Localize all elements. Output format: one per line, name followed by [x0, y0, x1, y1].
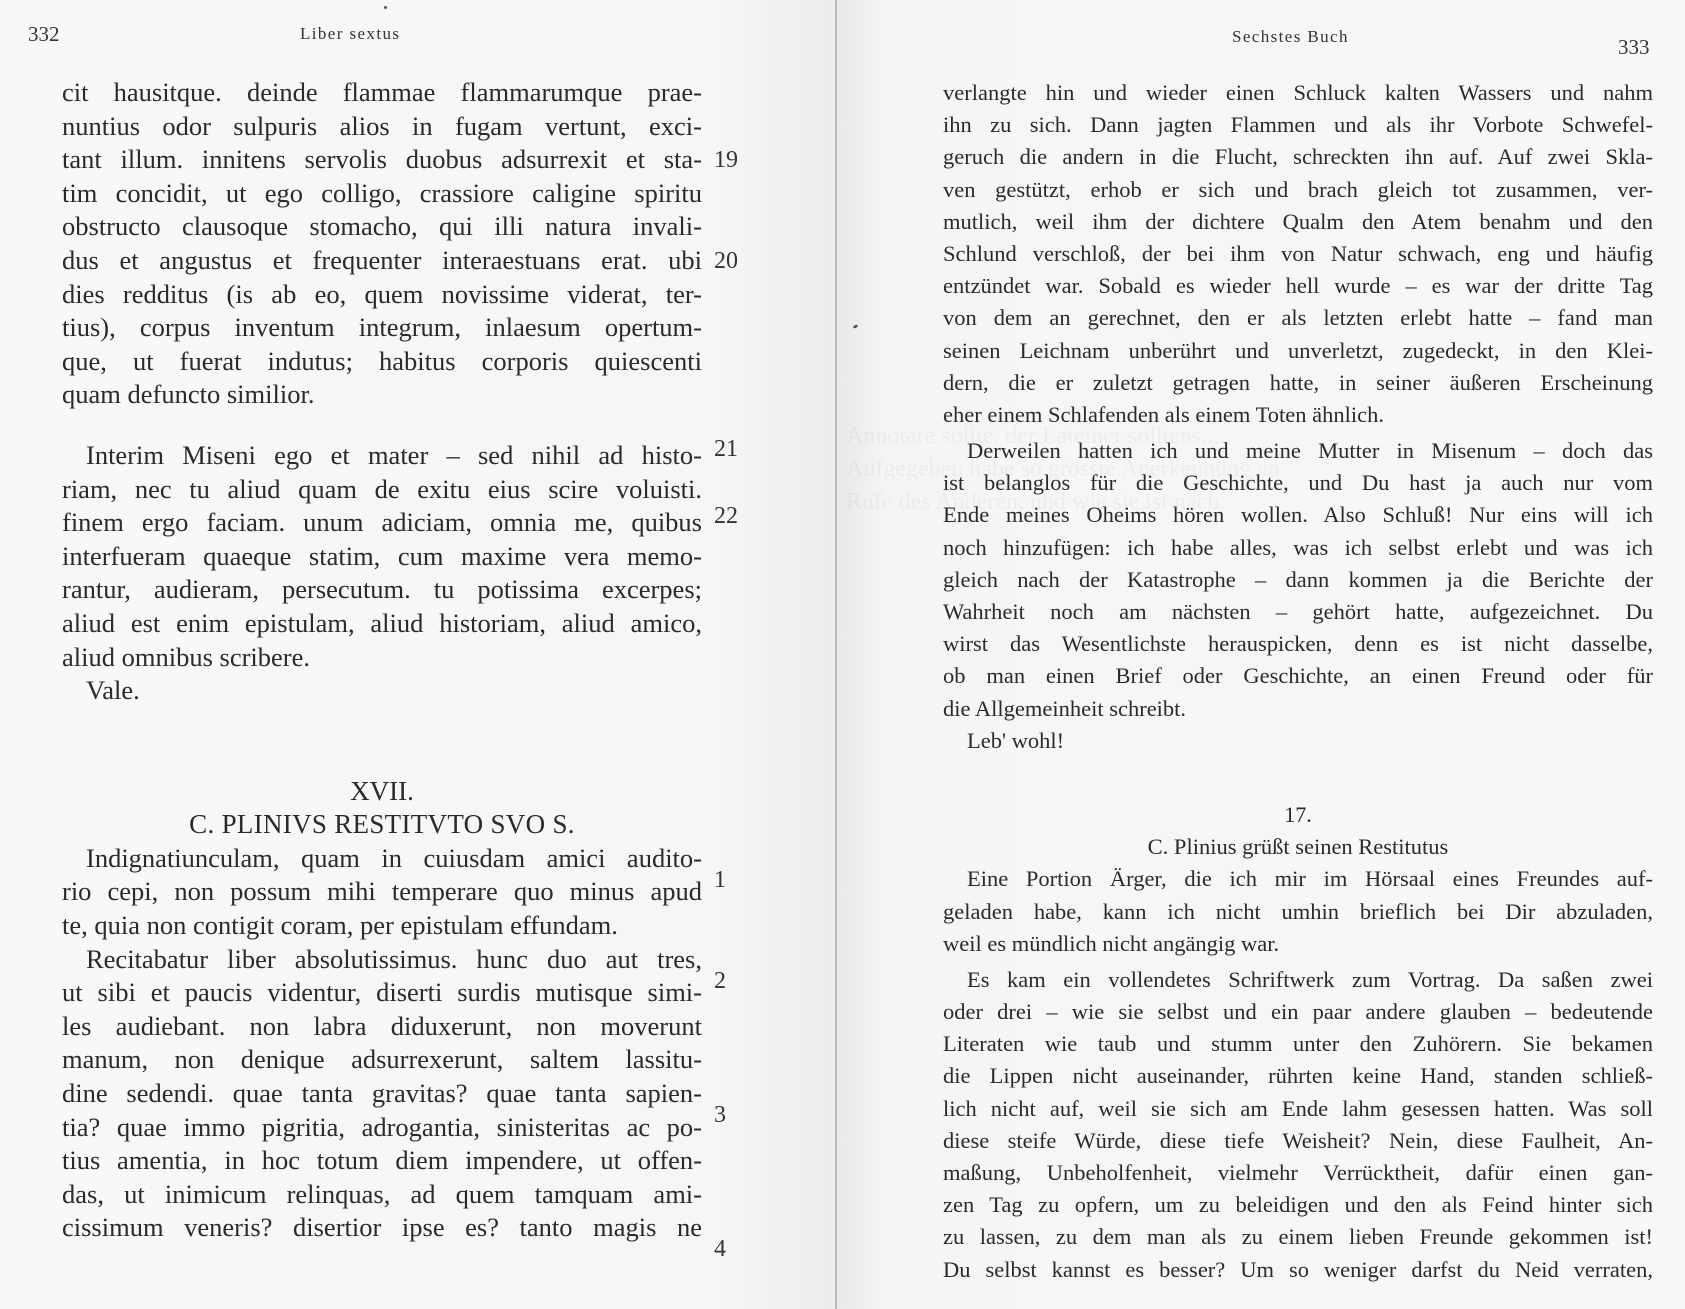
text-line: Derweilen hatten ich und meine Mutter in Misenum – doch das: [967, 438, 1653, 464]
section-number: 20: [714, 248, 738, 274]
text-line: rantur, audieram, persecutum. tu potissima excerpes;: [62, 574, 702, 605]
text-line: Es kam ein vollendetes Schriftwerk zum Vortrag. Da saßen zwei: [967, 966, 1653, 992]
text-line: geruch die andern in die Flucht, schreckten ihn auf. Auf zwei Skla-: [943, 144, 1653, 170]
text-line: Schlund verschloß, der bei ihm von Natur schwach, eng und häufig: [943, 240, 1653, 266]
text-line: geladen habe, kann ich nicht umhin brieflich bei Dir abzuladen,: [943, 898, 1653, 924]
text-line: riam, nec tu aliud quam de exitu eius scire voluisti.: [62, 473, 702, 504]
page-number-left: 332: [28, 22, 60, 46]
scan-speck: [384, 6, 387, 9]
text-line: te, quia non contigit coram, per epistulam effundam.: [62, 910, 618, 941]
text-line: quam defuncto similior.: [62, 379, 315, 410]
section-number: 19: [714, 147, 738, 173]
text-line: nuntius odor sulpuris alios in fugam vertunt, exci-: [62, 110, 702, 141]
letter-title: C. Plinius grüßt seinen Restitutus: [1147, 834, 1449, 860]
running-head-right: Sechstes Buch: [1232, 27, 1349, 46]
closing-salutation: Leb' wohl!: [967, 727, 1065, 753]
text-line: Indignatiunculam, quam in cuiusdam amici audito-: [86, 842, 702, 873]
text-line: ist belanglos für die Geschichte, und Du hast ja auch nur vom: [943, 470, 1653, 496]
text-line: dies redditus (is ab eo, quem novissime viderat, ter-: [62, 278, 702, 309]
text-line: tius amentia, in hoc totum diem impendere, ut offen-: [62, 1145, 702, 1176]
right-body-text: [943, 77, 1653, 1286]
text-line: rio cepi, non possum mihi temperare quo minus apud: [62, 876, 702, 907]
text-line: weil es mündlich nicht angängig war.: [943, 930, 1280, 956]
section-number: 4: [714, 1236, 726, 1262]
section-number: 1: [714, 867, 726, 893]
text-line: mutlich, weil ihm der dichtere Qualm den Atem benahm und den: [943, 208, 1653, 234]
text-line: aliud est enim epistulam, aliud historiam, aliud amico,: [62, 607, 702, 638]
text-line: das, ut inimicum relinquas, ad quem tamquam ami-: [62, 1178, 702, 1209]
section-number: 2: [714, 968, 726, 994]
text-line: zu lassen, zu dem man als zu einem lieben Freunde gekommen ist!: [943, 1224, 1653, 1250]
text-line: interfueram quaeque statim, cum maxime vera memo-: [62, 540, 702, 571]
text-line: ven gestützt, erhob er sich und brach gleich tot zusammen, ver-: [943, 176, 1653, 202]
text-line: les audiebant. non labra diduxerunt, non moverunt: [62, 1010, 702, 1041]
text-line: aliud omnibus scribere.: [62, 641, 311, 672]
text-line: gleich nach der Katastrophe – dann kommen ja die Berichte der: [943, 566, 1653, 592]
text-line: que, ut fuerat indutus; habitus corporis quiescenti: [62, 345, 702, 376]
text-line: Wahrheit noch am nächsten – gehört hatte, aufgezeichnet. Du: [943, 599, 1653, 624]
text-line: cit hausitque. deinde flammae flammarumque prae-: [62, 77, 702, 107]
closing-salutation: Vale.: [86, 675, 140, 706]
text-line: von dem an gerechnet, den er als letzten erlebt hatte – fand man: [943, 305, 1653, 331]
text-line: tius), corpus inventum integrum, inlaesum opertum-: [62, 312, 702, 343]
text-line: Literaten wie taub und stumm unter den Zuhörern. Sie bekamen: [943, 1031, 1653, 1057]
text-line: noch hinzufügen: ich habe alles, was ich selbst erlebt und was ich: [943, 534, 1653, 560]
text-line: finem ergo faciam. unum adiciam, omnia me, quibus: [62, 507, 702, 538]
text-line: zen Tag zu opfern, um zu beleidigen und den als Feind hinter sich: [943, 1192, 1653, 1218]
text-line: cissimum veneris? disertior ipse es? tanto magis ne: [62, 1212, 702, 1243]
letter-number: 17.: [1284, 801, 1312, 827]
running-head-left: Liber sextus: [300, 24, 401, 43]
text-line: eher einem Schlafenden als einem Toten ähnlich.: [943, 401, 1384, 427]
letter-number: XVII.: [350, 775, 414, 806]
text-line: tim concidit, ut ego colligo, crassiore caligine spiritu: [62, 177, 702, 208]
text-line: tia? quae immo pigritia, adrogantia, sinisteritas ac po-: [62, 1111, 702, 1142]
text-line: dus et angustus et frequenter interaestuans erat. ubi: [62, 244, 702, 275]
text-line: Du selbst kannst es besser? Um so weniger darfst du Neid verraten,: [943, 1256, 1653, 1282]
text-line: diese steife Würde, diese tiefe Weisheit? Nein, diese Faulheit, An-: [943, 1127, 1653, 1153]
text-line: ihn zu sich. Dann jagten Flammen und als ihr Vorbote Schwefel-: [943, 112, 1653, 138]
text-line: ob man einen Brief oder Geschichte, an einen Freund oder für: [943, 663, 1653, 689]
section-number: 22: [714, 503, 738, 529]
text-line: Interim Miseni ego et mater – sed nihil ad histo-: [86, 439, 702, 470]
text-line: manum, non denique adsurrexerunt, saltem lassitu-: [62, 1044, 702, 1075]
text-line: oder drei – wie sie selbst und ein paar andere glauben – bedeutende: [943, 999, 1653, 1025]
text-line: dine sedendi. quae tanta gravitas? quae tanta sapien-: [62, 1078, 702, 1109]
section-number: 21: [714, 436, 738, 462]
text-line: maßung, Unbeholfenheit, vielmehr Verrücktheit, dafür einen gan-: [943, 1160, 1653, 1185]
text-line: Recitabatur liber absolutissimus. hunc duo aut tres,: [86, 943, 702, 974]
book-gutter: [835, 0, 837, 1309]
text-line: tant illum. innitens servolis duobus adsurrexit et sta-: [62, 144, 702, 175]
letter-title: C. PLINIVS RESTITVTO SVO S.: [189, 809, 575, 840]
text-line: die Lippen nicht auseinander, rührten keine Hand, standen schließ-: [943, 1063, 1653, 1089]
text-line: Eine Portion Ärger, die ich mir im Hörsaal eines Freundes auf-: [967, 866, 1653, 892]
text-line: ut sibi et paucis videntur, diserti surdis mutisque simi-: [62, 977, 702, 1008]
text-line: die Allgemeinheit schreibt.: [943, 695, 1187, 721]
section-number: 3: [714, 1102, 726, 1128]
left-body-text: [62, 76, 702, 1245]
text-line: seinen Leichnam unberührt und unverletzt, zugedeckt, in den Klei-: [943, 337, 1653, 363]
text-line: verlangte hin und wieder einen Schluck kalten Wassers und nahm: [943, 80, 1653, 105]
page-number-right: 333: [1618, 35, 1650, 59]
text-line: obstructo clausoque stomacho, qui illi natura invali-: [62, 211, 702, 242]
text-line: wirst das Wesentlichste herauspicken, denn es ist nicht dasselbe,: [943, 631, 1653, 657]
text-line: dern, die er zuletzt getragen hatte, in seiner äußeren Erscheinung: [943, 369, 1653, 395]
text-line: Ende meines Oheims hören wollen. Also Schluß! Nur eins will ich: [943, 502, 1653, 528]
text-line: lich nicht auf, weil sie sich am Ende lahm gesessen hatten. Was soll: [943, 1095, 1653, 1121]
text-line: entzündet war. Sobald es wieder hell wurde – es war der dritte Tag: [943, 273, 1653, 299]
